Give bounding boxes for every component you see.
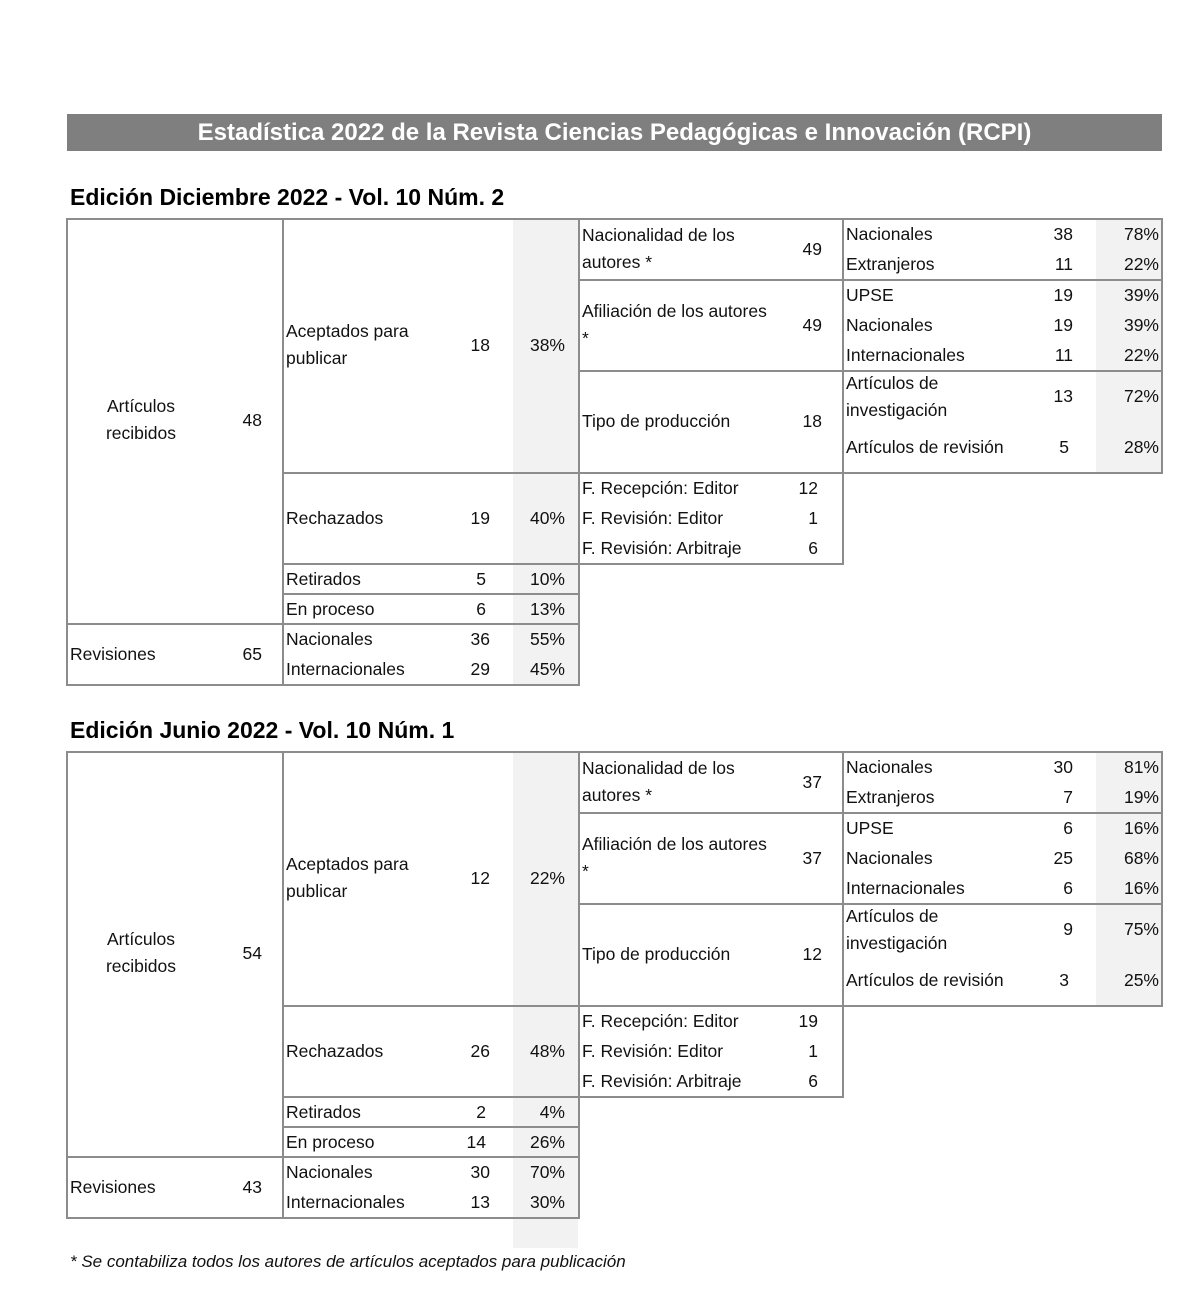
retirados-value: 5 bbox=[476, 568, 486, 589]
nacionalidad-label: Nacionalidad de los autores * bbox=[582, 224, 735, 272]
afiliacion-value: 49 bbox=[802, 314, 822, 335]
aceptados-value: 12 bbox=[470, 867, 490, 888]
rechazados-label: Rechazados bbox=[286, 1040, 384, 1061]
table-rule bbox=[66, 1217, 580, 1219]
afiliacion-row-value: 11 bbox=[1054, 344, 1073, 365]
revisiones-value: 43 bbox=[242, 1176, 262, 1197]
rechazo-fase-label: F. Revisión: Editor bbox=[582, 507, 724, 528]
articulos-recibidos-label: Artículos recibidos bbox=[105, 929, 177, 976]
aceptados-pct: 38% bbox=[529, 334, 565, 355]
afiliacion-row-value: 6 bbox=[1063, 817, 1073, 838]
afiliacion-row-value: 19 bbox=[1053, 284, 1073, 305]
tipo-produccion-value: 18 bbox=[802, 410, 822, 431]
table-rule bbox=[66, 684, 580, 686]
nacionalidad-row-value: 7 bbox=[1063, 786, 1073, 807]
page-title: Estadística 2022 de la Revista Ciencias Pedagógicas e Innovación (RCPI) bbox=[67, 114, 1162, 151]
aceptados-label: Aceptados para publicar bbox=[286, 854, 409, 901]
rechazados-value: 19 bbox=[470, 507, 490, 528]
revisiones-row-pct: 55% bbox=[529, 628, 565, 649]
afiliacion-row-value: 19 bbox=[1053, 314, 1073, 335]
rechazo-fase-value: 12 bbox=[798, 477, 818, 498]
rechazados-value: 26 bbox=[470, 1040, 490, 1061]
table-rule bbox=[66, 751, 68, 1219]
nacionalidad-row-pct: 81% bbox=[1123, 756, 1159, 777]
nacionalidad-row-value: 30 bbox=[1053, 756, 1073, 777]
footnote: * Se contabiliza todos los autores de artículos aceptados para publicación bbox=[70, 1252, 626, 1271]
revisiones-row-label: Nacionales bbox=[286, 1161, 373, 1182]
nacionalidad-row-label: Extranjeros bbox=[846, 786, 935, 807]
nacionalidad-row-pct: 22% bbox=[1123, 253, 1159, 274]
table-rule bbox=[578, 751, 580, 1219]
revisiones-row-label: Internacionales bbox=[286, 658, 405, 679]
rechazo-fase-value: 1 bbox=[808, 1040, 818, 1061]
table-rule bbox=[842, 751, 844, 1098]
retirados-label: Retirados bbox=[286, 1101, 361, 1122]
revisiones-row-label: Internacionales bbox=[286, 1191, 405, 1212]
nacionalidad-value: 37 bbox=[802, 771, 822, 792]
revisiones-row-pct: 30% bbox=[529, 1191, 565, 1212]
table-rule bbox=[1161, 751, 1163, 1007]
tipo-row-label: Artículos de revisión bbox=[846, 436, 1004, 457]
tipo-row-pct: 75% bbox=[1123, 918, 1159, 939]
tipo-produccion-label: Tipo de producción bbox=[582, 943, 731, 964]
rechazo-fase-label: F. Revisión: Arbitraje bbox=[582, 1070, 742, 1091]
rechazados-pct: 40% bbox=[529, 507, 565, 528]
rechazo-fase-value: 19 bbox=[798, 1010, 818, 1031]
table-rule bbox=[578, 903, 844, 905]
tipo-row-value: 13 bbox=[1053, 385, 1073, 406]
rechazados-label: Rechazados bbox=[286, 507, 384, 528]
section-heading: Edición Junio 2022 - Vol. 10 Núm. 1 bbox=[70, 717, 455, 743]
nacionalidad-row-value: 11 bbox=[1054, 253, 1073, 274]
afiliacion-row-pct: 22% bbox=[1123, 344, 1159, 365]
nacionalidad-row-label: Extranjeros bbox=[846, 253, 935, 274]
revisiones-label: Revisiones bbox=[70, 643, 156, 664]
tipo-row-value: 5 bbox=[1059, 436, 1069, 457]
afiliacion-row-label: UPSE bbox=[846, 817, 894, 838]
afiliacion-row-label: Nacionales bbox=[846, 847, 933, 868]
table-rule bbox=[578, 370, 844, 372]
nacionalidad-value: 49 bbox=[802, 238, 822, 259]
revisiones-row-value: 29 bbox=[470, 658, 490, 679]
tipo-row-label: Artículos de investigación bbox=[846, 905, 948, 953]
rechazo-fase-label: F. Revisión: Editor bbox=[582, 1040, 724, 1061]
revisiones-row-value: 30 bbox=[470, 1161, 490, 1182]
table-rule bbox=[578, 218, 580, 686]
tipo-row-pct: 72% bbox=[1123, 385, 1159, 406]
table-rule bbox=[842, 472, 1163, 474]
nacionalidad-row-pct: 19% bbox=[1123, 786, 1159, 807]
rechazo-fase-value: 6 bbox=[808, 1070, 818, 1091]
rechazo-fase-label: F. Revisión: Arbitraje bbox=[582, 537, 742, 558]
afiliacion-row-pct: 16% bbox=[1123, 817, 1159, 838]
revisiones-label: Revisiones bbox=[70, 1176, 156, 1197]
nacionalidad-row-label: Nacionales bbox=[846, 223, 933, 244]
rechazo-fase-value: 6 bbox=[808, 537, 818, 558]
rechazados-pct: 48% bbox=[529, 1040, 565, 1061]
articulos-recibidos-value: 54 bbox=[242, 942, 262, 963]
revisiones-row-pct: 45% bbox=[529, 658, 565, 679]
en-proceso-value: 14 bbox=[466, 1131, 486, 1152]
nacionalidad-row-pct: 78% bbox=[1123, 223, 1159, 244]
table-rule bbox=[842, 218, 844, 565]
table-rule bbox=[282, 1005, 580, 1007]
table-rule bbox=[282, 751, 284, 1219]
table-rule bbox=[578, 563, 844, 565]
retirados-pct: 10% bbox=[529, 568, 565, 589]
revisiones-row-pct: 70% bbox=[529, 1161, 565, 1182]
table-rule bbox=[578, 1096, 844, 1098]
tipo-produccion-label: Tipo de producción bbox=[582, 410, 731, 431]
table-rule bbox=[66, 218, 68, 686]
rechazo-fase-label: F. Recepción: Editor bbox=[582, 1010, 739, 1031]
en-proceso-pct: 26% bbox=[529, 1131, 565, 1152]
afiliacion-row-pct: 39% bbox=[1123, 314, 1159, 335]
en-proceso-pct: 13% bbox=[529, 598, 565, 619]
retirados-value: 2 bbox=[476, 1101, 486, 1122]
articulos-recibidos-label: Artículos recibidos bbox=[105, 396, 177, 443]
rechazo-fase-label: F. Recepción: Editor bbox=[582, 477, 739, 498]
table-rule bbox=[842, 1005, 1163, 1007]
table-rule bbox=[66, 751, 580, 753]
afiliacion-row-label: UPSE bbox=[846, 284, 894, 305]
table-rule bbox=[282, 472, 580, 474]
en-proceso-label: En proceso bbox=[286, 1131, 375, 1152]
tipo-produccion-value: 12 bbox=[802, 943, 822, 964]
table-rule bbox=[66, 218, 580, 220]
aceptados-value: 18 bbox=[470, 334, 490, 355]
table-rule bbox=[578, 751, 844, 753]
retirados-label: Retirados bbox=[286, 568, 361, 589]
table-rule bbox=[578, 279, 844, 281]
afiliacion-row-value: 6 bbox=[1063, 877, 1073, 898]
aceptados-pct: 22% bbox=[529, 867, 565, 888]
afiliacion-row-pct: 16% bbox=[1123, 877, 1159, 898]
tipo-row-label: Artículos de revisión bbox=[846, 969, 1004, 990]
table-rule bbox=[578, 218, 844, 220]
articulos-recibidos-value: 48 bbox=[242, 409, 262, 430]
retirados-pct: 4% bbox=[539, 1101, 565, 1122]
tipo-row-label: Artículos de investigación bbox=[846, 372, 948, 420]
tipo-row-value: 3 bbox=[1059, 969, 1069, 990]
afiliacion-row-pct: 68% bbox=[1123, 847, 1159, 868]
table-rule bbox=[1161, 218, 1163, 474]
rechazo-fase-value: 1 bbox=[808, 507, 818, 528]
section-heading: Edición Diciembre 2022 - Vol. 10 Núm. 2 bbox=[70, 184, 505, 210]
tipo-row-value: 9 bbox=[1063, 918, 1073, 939]
nacionalidad-row-value: 38 bbox=[1053, 223, 1073, 244]
revisiones-row-label: Nacionales bbox=[286, 628, 373, 649]
afiliacion-value: 37 bbox=[802, 847, 822, 868]
afiliacion-row-label: Internacionales bbox=[846, 877, 965, 898]
afiliacion-row-label: Internacionales bbox=[846, 344, 965, 365]
afiliacion-label: Afiliación de los autores * bbox=[582, 300, 767, 348]
table-rule bbox=[282, 218, 284, 686]
afiliacion-row-pct: 39% bbox=[1123, 284, 1159, 305]
en-proceso-value: 6 bbox=[476, 598, 486, 619]
nacionalidad-row-label: Nacionales bbox=[846, 756, 933, 777]
revisiones-row-value: 36 bbox=[470, 628, 490, 649]
nacionalidad-label: Nacionalidad de los autores * bbox=[582, 757, 735, 805]
afiliacion-row-label: Nacionales bbox=[846, 314, 933, 335]
tipo-row-pct: 28% bbox=[1123, 436, 1159, 457]
table-rule bbox=[578, 812, 844, 814]
revisiones-value: 65 bbox=[242, 643, 262, 664]
aceptados-label: Aceptados para publicar bbox=[286, 321, 409, 368]
en-proceso-label: En proceso bbox=[286, 598, 375, 619]
tipo-row-pct: 25% bbox=[1123, 969, 1159, 990]
afiliacion-row-value: 25 bbox=[1053, 847, 1073, 868]
afiliacion-label: Afiliación de los autores * bbox=[582, 833, 767, 881]
revisiones-row-value: 13 bbox=[470, 1191, 490, 1212]
